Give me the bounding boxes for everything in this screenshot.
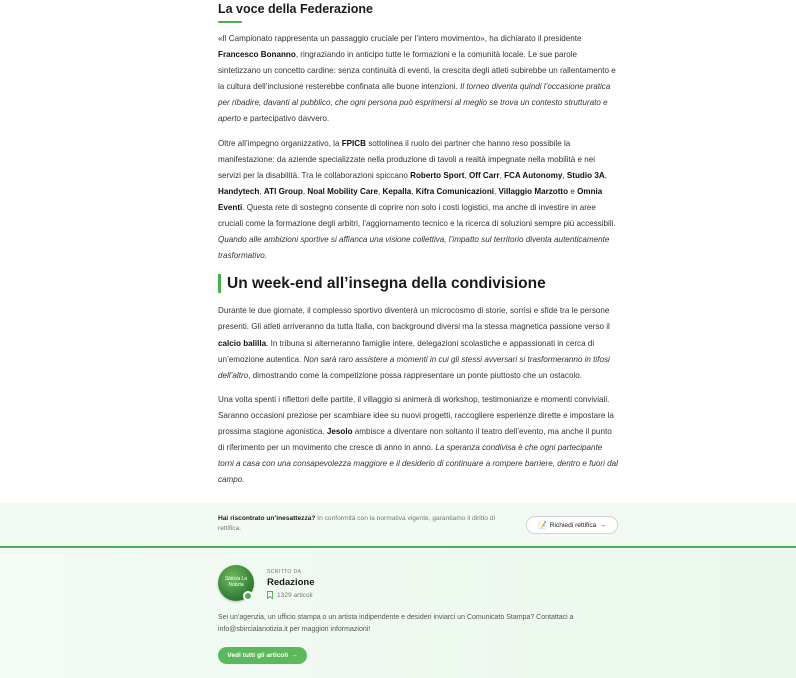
paragraph: Oltre all’impegno organizzativo, la FPICB sottolinea il ruolo dei partner che hanno reso possibile la manifestazione: da aziende specializzate nella produzione di tavoli a realtà impegnate nella mobilità e nei servizi per la disabilità. Tra le collaborazioni spiccano Roberto Sport, Off Carr, FCA Autonomy, Studio 3A, Handytech, ATI Group, Noal Mobility Care, Kepalla, Kifra Comunicazioni, Villaggio Marzotto e Omnia Eventi. Questa rete di sostegno consente di coprire non solo i costi logistici, ma anche di investire in aree cruciali come la formazione degli arbitri, l’aggiornamento tecnico e la ricerca di soluzioni sempre più accessibili. Quando alle ambizioni sportive si affianca una visione collettiva, l’impatto sul territorio diventa autenticamente trasformativo.	[218, 138, 616, 261]
author-box	[0, 546, 796, 678]
paragraph: Una volta spenti i riflettori delle partite, il villaggio si animerà di workshop, testimonianze e momenti conviviali. Saranno occasioni preziose per scambiare idee su nuovi progetti, raccogliere esperienze dirette e impostare la prossima stagione agonistica. Jesolo ambisce a diventare non soltanto il teatro dell’evento, ma anche il punto di riferimento per un movimento che cresce di anno in anno. La speranza condivisa è che ogni partecipante torni a casa con una consapevolezza maggiore e il desiderio di continuare a rompere barriere, dentro e fuori dal campo.	[218, 394, 618, 485]
paragraph: Durante le due giornate, il complesso sportivo diventerà un microcosmo di storie, sorrisi e sfide tra le persone presenti. Gli atleti arriveranno da tutta Italia, con background diversi ma la stessa magnetica passione verso il calcio balilla. In tribuna si alterneranno famiglie intere, delegazioni scolastiche e appassionati in cerca di un’emozione autentica. Non sarà raro assistere a momenti in cui gli stessi avversari si trasformeranno in tifosi dell’altro, dimostrando come la competizione possa rappresentare un ponte piuttosto che un ostacolo.	[218, 306, 610, 380]
article-body	[218, 0, 618, 488]
avatar-logo-text: Sbircia La Notizia	[224, 576, 248, 588]
request-correction-button[interactable]	[526, 516, 618, 534]
heading-underline	[218, 21, 242, 23]
arrow-right-icon: →	[599, 521, 606, 529]
correction-banner	[0, 503, 796, 546]
author-name[interactable]: Redazione	[267, 577, 315, 588]
verified-icon	[243, 591, 253, 601]
bookmark-icon	[267, 591, 273, 599]
view-all-articles-button[interactable]: Vedi tutti gli articoli →	[218, 647, 307, 664]
author-bio: Sei un’agenzia, un ufficio stampa o un artista indipendente e desideri inviarci un Comunicato Stampa? Contattaci a info@sbircialanotizia.it per maggiori informazioni!	[218, 614, 574, 633]
section-heading: La voce della Federazione	[218, 2, 373, 16]
section-heading-large: Un week-end all’insegna della condivisione	[218, 274, 618, 293]
request-correction-label: Richiedi rettifica	[549, 521, 597, 529]
written-by-label: SCRITTO DA	[267, 569, 302, 575]
arrow-right-icon: →	[291, 652, 298, 659]
articles-count: 1329 articoli	[267, 591, 313, 599]
avatar[interactable]	[218, 565, 254, 601]
correction-text: Hai riscontrato un’inesattezza? In conformità con la normativa vigente, garantiamo il diritto di rettifica.	[218, 515, 496, 532]
paragraph: «Il Campionato rappresenta un passaggio cruciale per l’intero movimento», ha dichiarato il presidente Francesco Bonanno, ringraziando in anticipo tutte le formazioni e la comunità locale. Le sue parole sintetizzano un concetto cardine: senza continuità di eventi, la crescita degli atleti subirebbe un rallentamento e la cultura dell’inclusione resterebbe confinata alle buone intenzioni. Il torneo diventa quindi l’occasione pratica per ribadire, davanti al pubblico, che ogni persona può esprimersi al meglio se trova un contesto strutturato e aperto e partecipativo davvero.	[218, 34, 616, 124]
pencil-icon: 📝	[538, 522, 547, 529]
